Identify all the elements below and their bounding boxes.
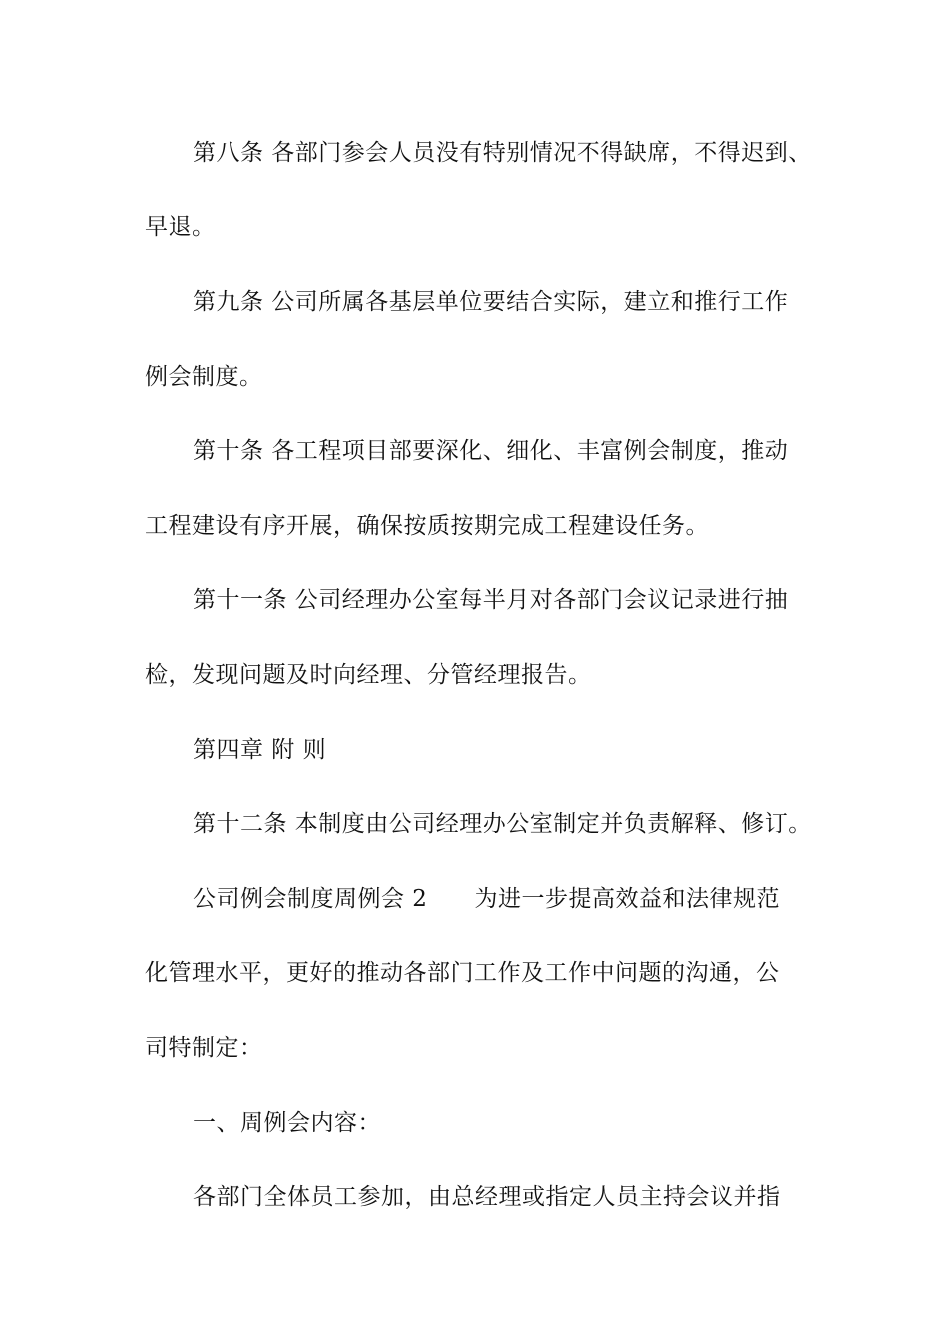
text-line: 司特制定： xyxy=(145,1035,263,1061)
section-heading: 一、周例会内容： xyxy=(193,1110,381,1136)
text-line: 第十二条 本制度由公司经理办公室制定并负责解释、修订。 xyxy=(193,811,812,837)
text-line: 各部门全体员工参加，由总经理或指定人员主持会议并指 xyxy=(193,1184,781,1210)
text-line: 例会制度。 xyxy=(145,364,263,390)
text-line: 公司例会制度周例会 2 为进一步提高效益和法律规范 xyxy=(193,886,780,912)
text-line: 化管理水平，更好的推动各部门工作及工作中问题的沟通，公 xyxy=(145,960,780,986)
text-line: 第九条 公司所属各基层单位要结合实际，建立和推行工作 xyxy=(193,289,789,315)
text-line: 工程建设有序开展，确保按质按期完成工程建设任务。 xyxy=(145,513,709,539)
text-line: 检，发现问题及时向经理、分管经理报告。 xyxy=(145,662,592,688)
chapter-heading: 第四章 附 则 xyxy=(193,737,327,763)
text-line: 第十一条 公司经理办公室每半月对各部门会议记录进行抽 xyxy=(193,587,789,613)
text-line: 早退。 xyxy=(145,214,216,240)
text-line: 第十条 各工程项目部要深化、细化、丰富例会制度，推动 xyxy=(193,438,789,464)
text-line: 第八条 各部门参会人员没有特别情况不得缺席，不得迟到、 xyxy=(193,140,812,166)
